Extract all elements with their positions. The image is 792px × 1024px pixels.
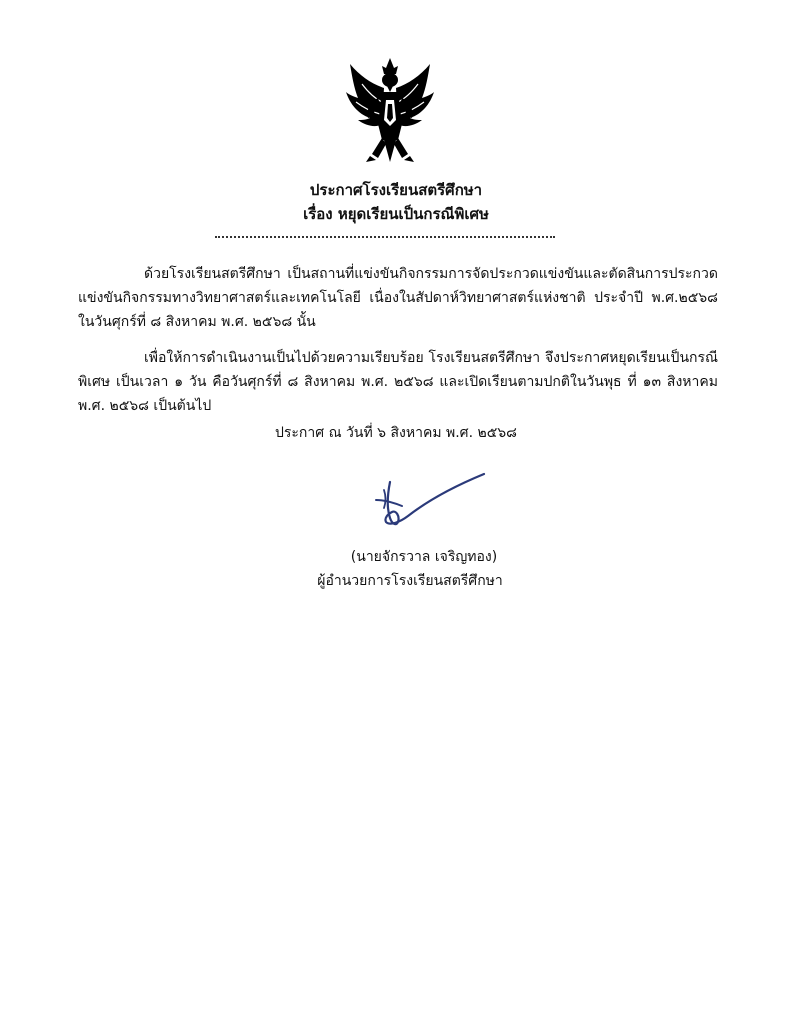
signer-name: (นายจักรวาล เจริญทอง) xyxy=(350,549,498,565)
signature-image xyxy=(366,466,496,536)
body-paragraph-1: ด้วยโรงเรียนสตรีศึกษา เป็นสถานที่แข่งขันกิจกรรมการจัดประกวดแข่งขันและตัดสินการประกวดแข่งขันกิจกรรมทางวิทยาศาสตร์และเทคโนโลยี เนื่องในสัปดาห์วิทยาศาสตร์แห่งชาติ ประจำปี พ.ศ.๒๕๖๘ ในวันศุกร์ที่ ๘ สิงหาคม พ.ศ. ๒๕๖๘ นั้น xyxy=(78,266,718,330)
announcement-title: ประกาศโรงเรียนสตรีศึกษา xyxy=(309,181,483,199)
announcement-date: ประกาศ ณ วันที่ ๖ สิงหาคม พ.ศ. ๒๕๖๘ xyxy=(275,425,517,441)
garuda-emblem-icon xyxy=(342,54,438,164)
announcement-subject: เรื่อง หยุดเรียนเป็นกรณีพิเศษ xyxy=(303,205,489,223)
body-paragraph-2: เพื่อให้การดำเนินงานเป็นไปด้วยความเรียบร้อย โรงเรียนสตรีศึกษา จึงประกาศหยุดเรียนเป็นกรณีพิเศษ เป็นเวลา ๑ วัน คือวันศุกร์ที่ ๘ สิงหาคม พ.ศ. ๒๕๖๘ และเปิดเรียนตามปกติในวันพุธ ที่ ๑๓ สิงหาคม พ.ศ. ๒๕๖๘ เป็นต้นไป xyxy=(78,350,718,414)
signer-position: ผู้อำนวยการโรงเรียนสตรีศึกษา xyxy=(317,573,503,589)
dotted-divider xyxy=(215,236,555,238)
